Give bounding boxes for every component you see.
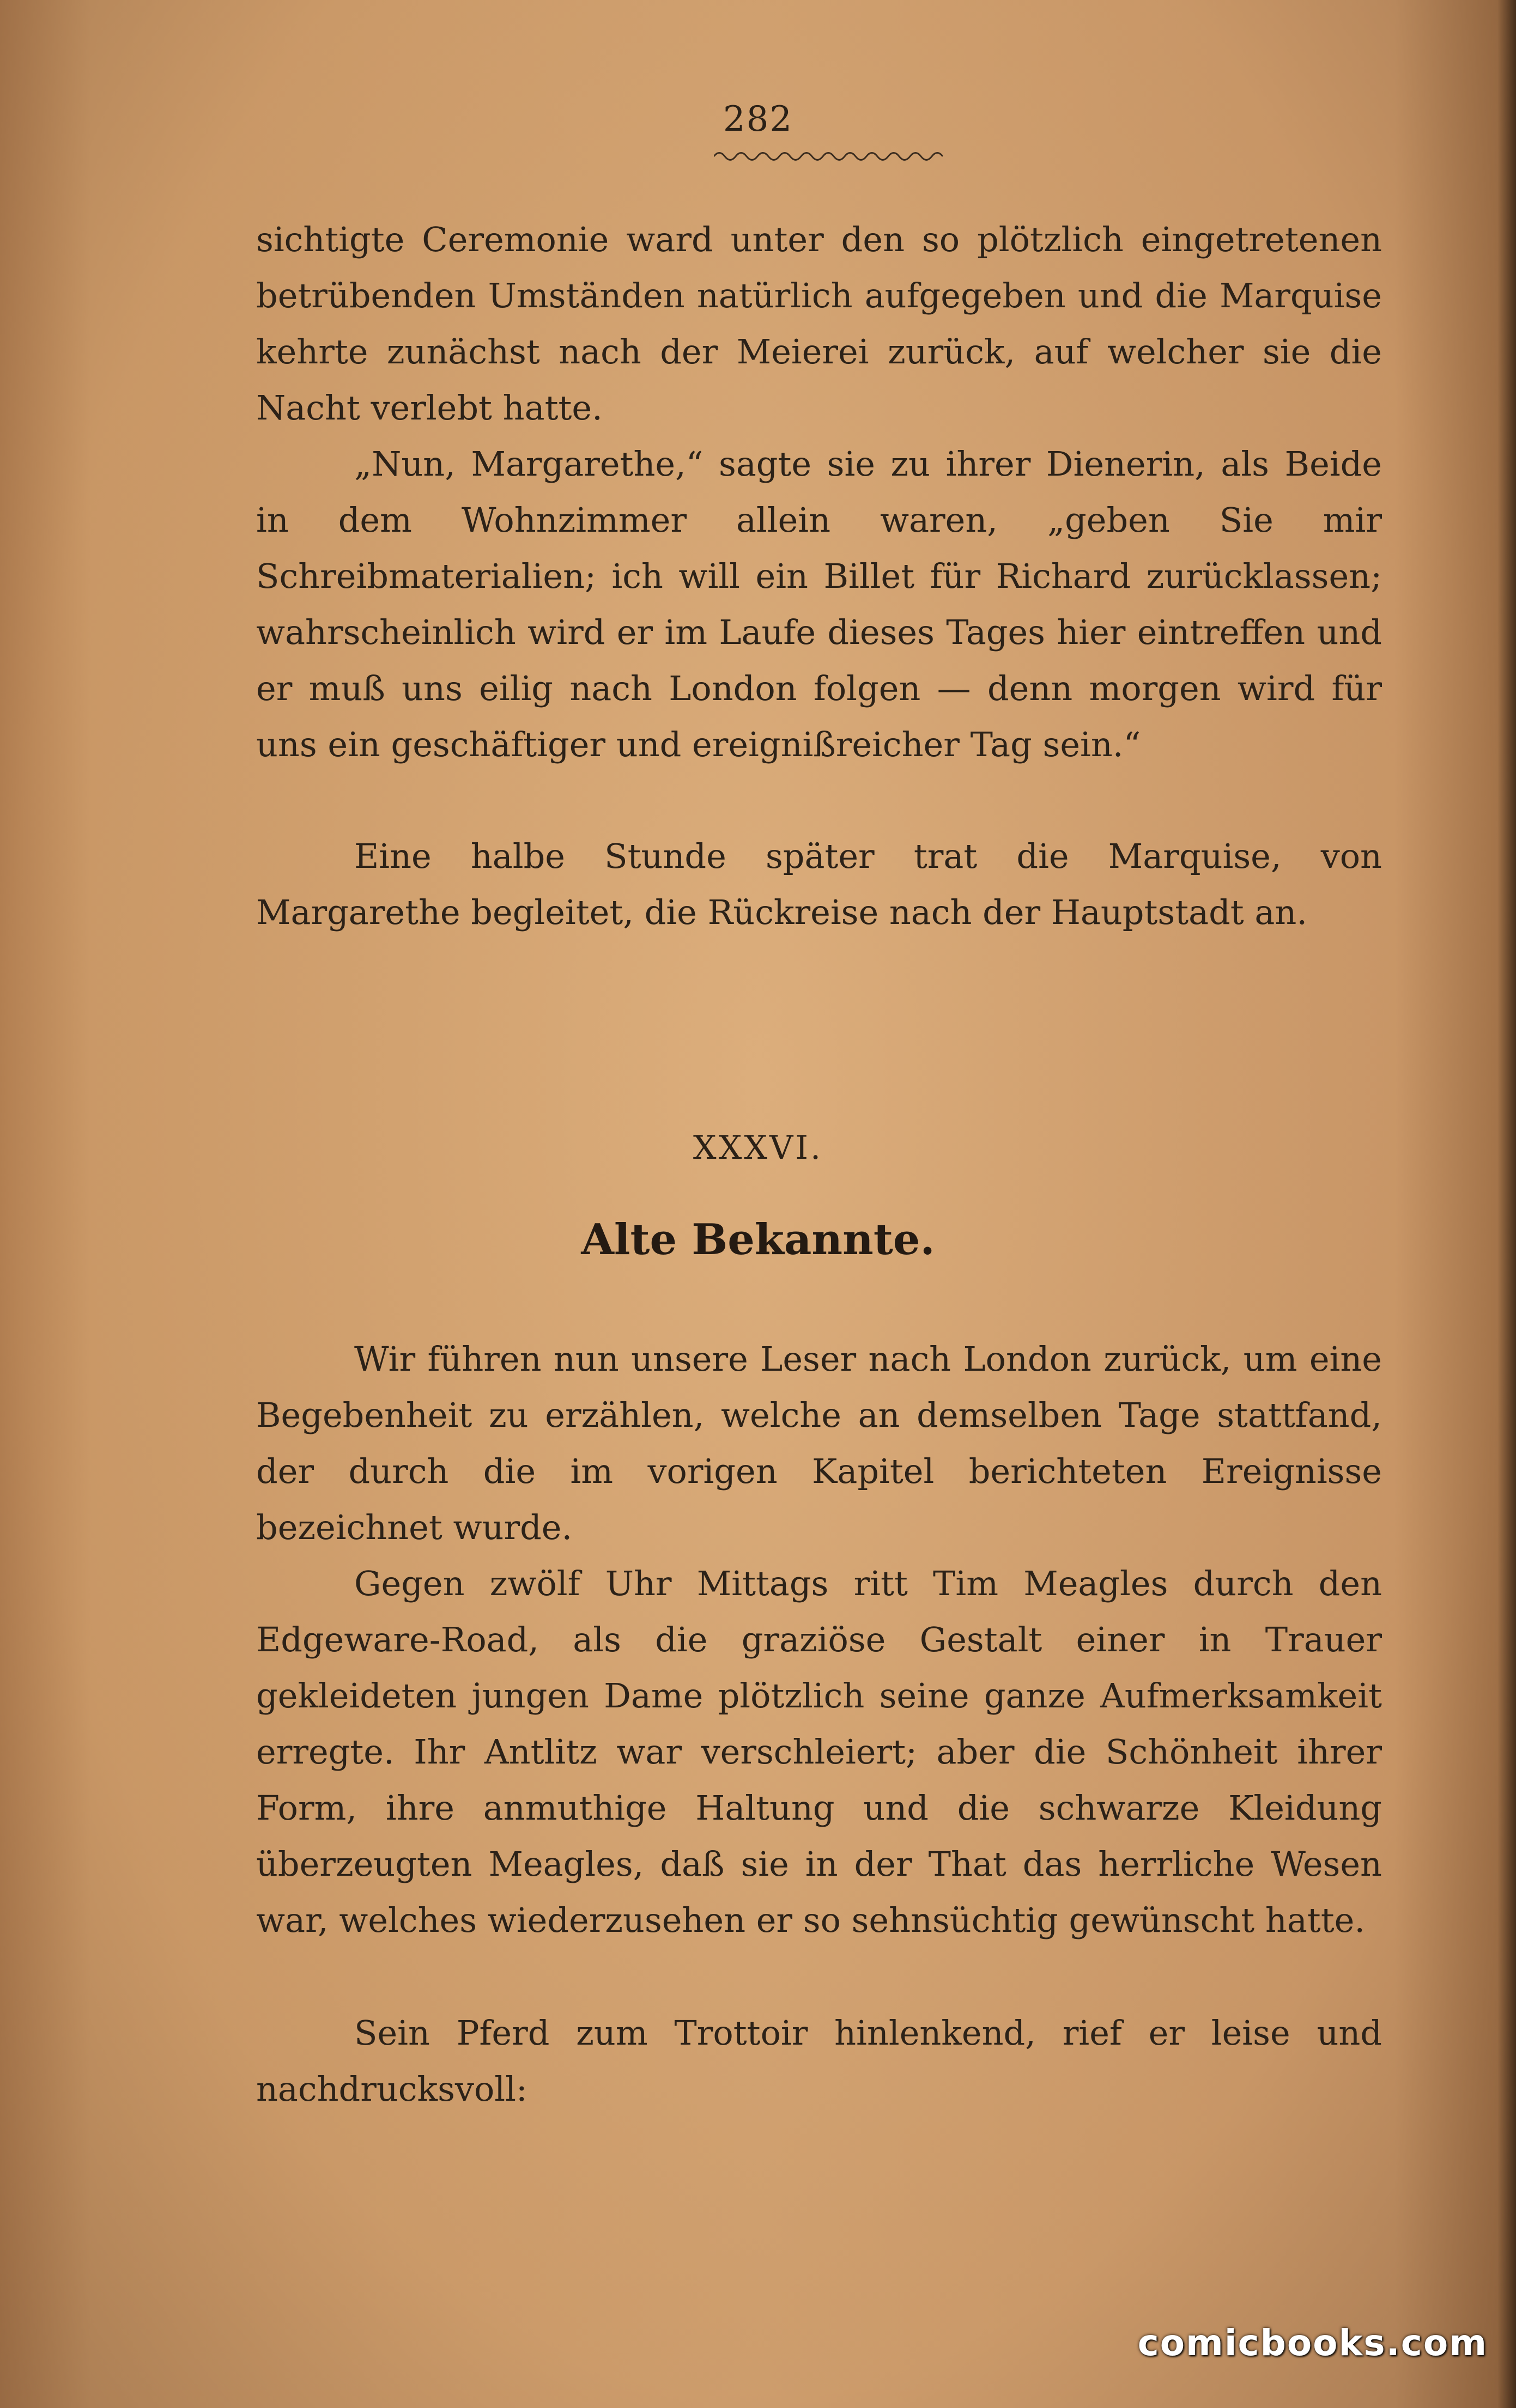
page-number: 282: [723, 99, 793, 139]
chapter-paragraph-meagles: Gegen zwölf Uhr Mittags ritt Tim Meagles durch den Edgeware-Road, als die graziöse Gestalt einer in Trauer gekleideten jungen Dame plötzlich seine ganze Aufmerksamkeit erregte. Ihr Antlitz war verschleiert; aber die Schönheit ihrer Form, ihre anmuthige Haltung und die schwarze Kleidung überzeugten Meagles, daß sie in der That das herrliche Wesen war, welches wiederzusehen er so sehnsüchtig gewünscht hatte.: [256, 1564, 1382, 1940]
page-edge-shadow: [1497, 0, 1516, 2408]
paragraph-departure: Eine halbe Stunde später trat die Marquise, von Margarethe begleitet, die Rückreise nach der Hauptstadt an.: [256, 836, 1382, 932]
chapter-title: Alte Bekannte.: [581, 1215, 935, 1264]
chapter-paragraph-horse: Sein Pferd zum Trottoir hinlenkend, rief er leise und nachdrucksvoll:: [256, 2013, 1382, 2109]
site-watermark: comicbooks.com: [1137, 2322, 1488, 2364]
paragraph-continuation: sichtigte Ceremonie ward unter den so plötzlich eingetretenen betrübenden Umständen natürlich aufgegeben und die Marquise kehrte zunächst nach der Meierei zurück, auf welcher sie die Nacht verlebt hatte.: [256, 220, 1382, 428]
wavy-ornament-rule: [714, 148, 943, 165]
paragraph-dialogue: „Nun, Margarethe,“ sagte sie zu ihrer Dienerin, als Beide in dem Wohnzimmer allein waren, „geben Sie mir Schreibmaterialien; ich will ein Billet für Richard zurücklassen; wahrscheinlich wird er im Laufe dieses Tages hier eintreffen und er muß uns eilig nach London folgen — denn morgen wird für uns ein geschäftiger und ereignißreicher Tag sein.“: [256, 444, 1382, 764]
chapter-paragraph-intro: Wir führen nun unsere Leser nach London zurück, um eine Begebenheit zu erzählen, welche an demselben Tage stattfand, der durch die im vorigen Kapitel berichteten Ereignisse bezeichnet wurde.: [256, 1339, 1382, 1547]
chapter-number: XXXVI.: [693, 1129, 823, 1167]
